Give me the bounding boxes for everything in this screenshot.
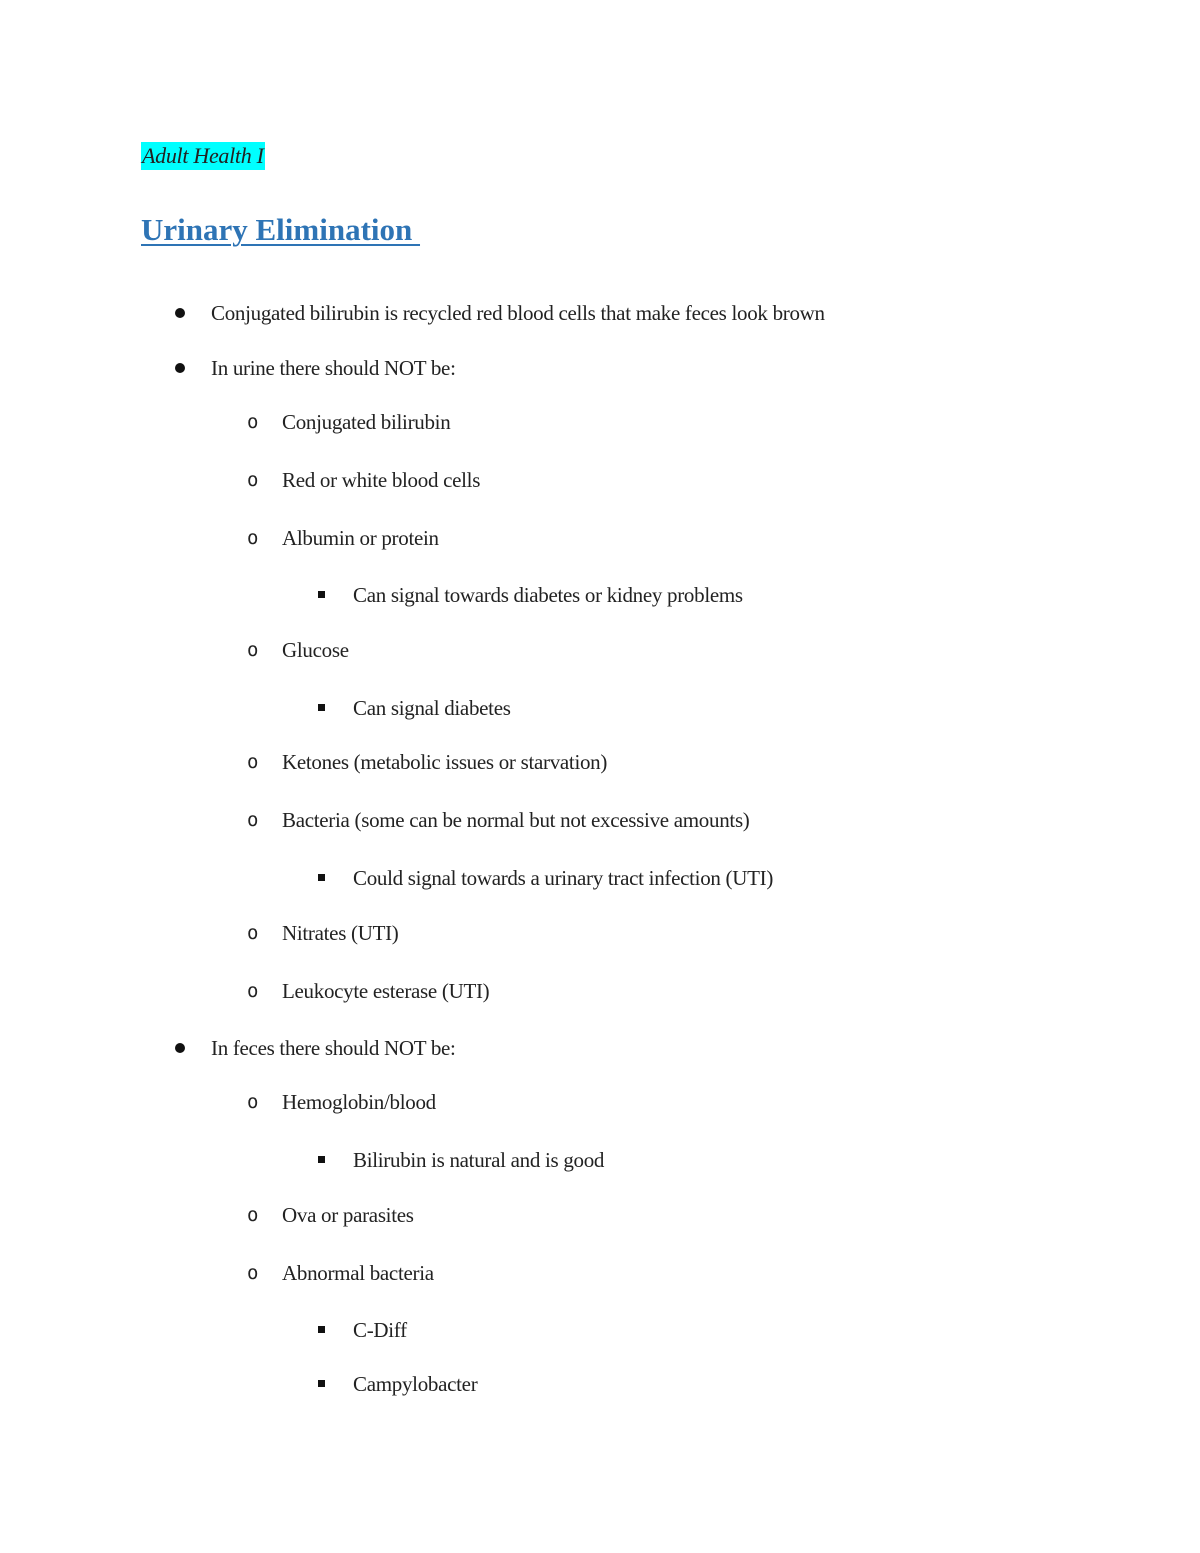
list-item-text: Can signal diabetes	[353, 696, 511, 720]
list-item-text: Conjugated bilirubin	[282, 410, 451, 434]
course-label: Adult Health I	[142, 143, 264, 168]
list-item-text: Could signal towards a urinary tract infection (UTI)	[353, 866, 774, 890]
list-item-text: Ketones (metabolic issues or starvation)	[282, 750, 608, 774]
list-item-text: Red or white blood cells	[282, 468, 481, 492]
list-item-text: Glucose	[282, 638, 349, 662]
list-item-text: Bilirubin is natural and is good	[353, 1148, 605, 1172]
list-item-text: Conjugated bilirubin is recycled red blood cells that make feces look brown	[211, 301, 825, 325]
list-item-text: C-Diff	[353, 1318, 407, 1342]
list-item-text: Bacteria (some can be normal but not excessive amounts)	[282, 808, 750, 832]
list-item-text: Ova or parasites	[282, 1203, 414, 1227]
list-item-text: Albumin or protein	[282, 526, 439, 550]
list-item-text: Can signal towards diabetes or kidney problems	[353, 583, 743, 607]
list-item-text: Campylobacter	[353, 1372, 478, 1396]
list-item-text: In feces there should NOT be:	[211, 1036, 456, 1060]
list-item-text: Nitrates (UTI)	[282, 921, 399, 945]
list-item-text: Leukocyte esterase (UTI)	[282, 979, 490, 1003]
page-title: Urinary Elimination	[141, 212, 421, 247]
list-item-text: Abnormal bacteria	[282, 1261, 434, 1285]
list-item-text: Hemoglobin/blood	[282, 1090, 436, 1114]
list-item-text: In urine there should NOT be:	[211, 356, 456, 380]
